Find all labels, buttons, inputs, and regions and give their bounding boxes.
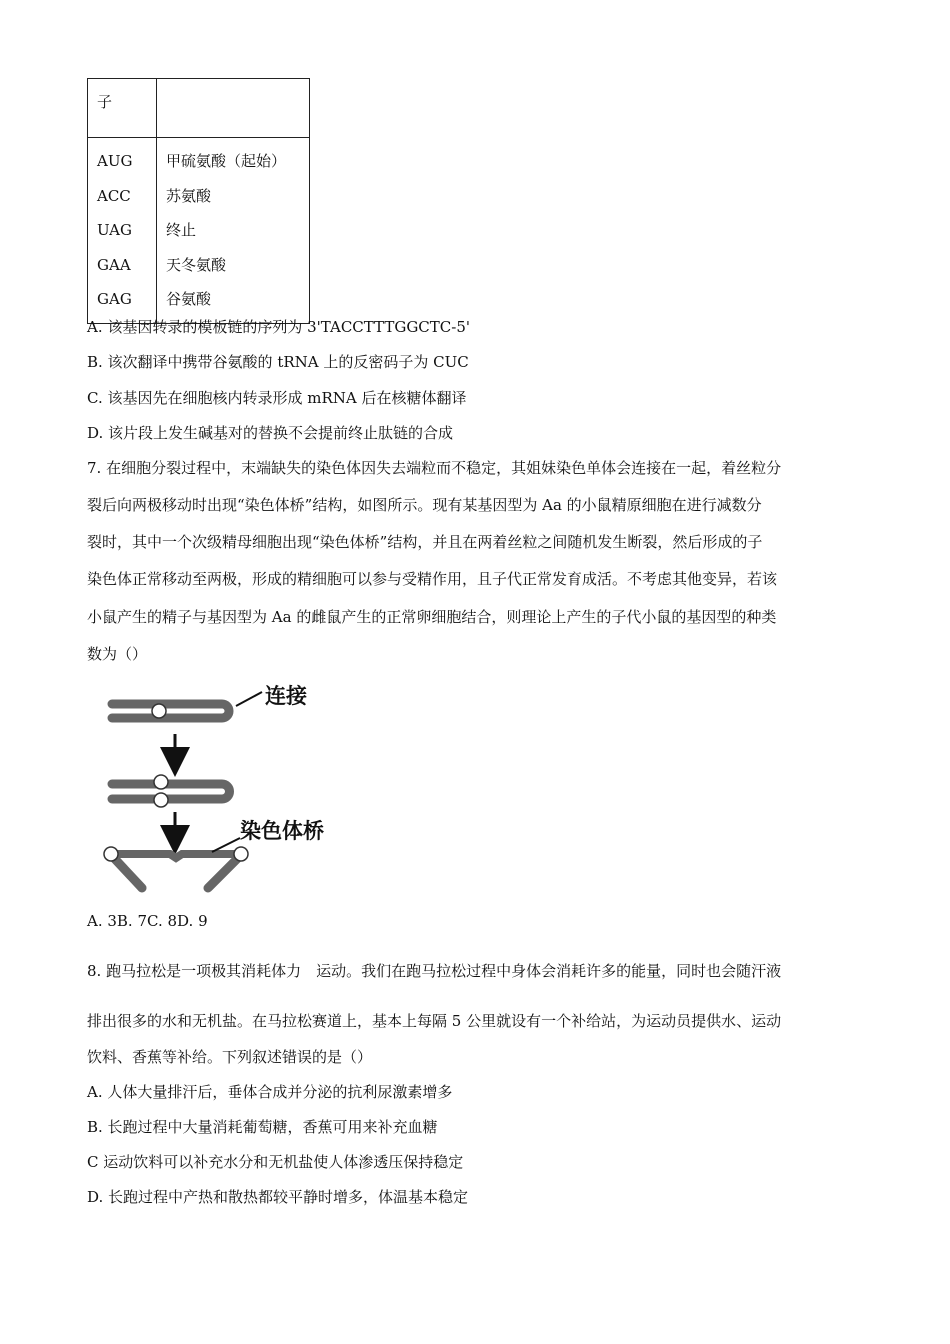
q7-text-line: 小鼠产生的精子与基因型为 Aa 的雌鼠产生的正常卵细胞结合，则理论上产生的子代小鼠的基因型的种类 [87,608,777,626]
codon-cell: GAA [97,255,131,274]
q8-option-d: D. 长跑过程中产热和散热都较平静时增多，体温基本稳定 [87,1188,469,1206]
amino-acid-cell: 甲硫氨酸（起始） [166,152,287,170]
q8-option-b: B. 长跑过程中大量消耗葡萄糖，香蕉可用来补充血糖 [87,1118,438,1136]
q8-text-line: 饮料、香蕉等补给。下列叙述错误的是（） [87,1048,373,1066]
centromere-icon [154,775,168,789]
q7-text-line: 染色体正常移动至两极，形成的精细胞可以参与受精作用，且子代正常发育成活。不考虑其他变异，若该 [87,570,778,588]
amino-acid-cell: 天冬氨酸 [166,255,227,274]
amino-acid-column [157,138,310,324]
q6-option-c: C. 该基因先在细胞核内转录形成 mRNA 后在核糖体翻译 [87,389,467,407]
q8-text-line: 8. 跑马拉松是一项极其消耗体力 运动。我们在跑马拉松过程中身体会消耗许多的能量，同时也会随汗液 [87,962,782,980]
label-leader-line [236,692,262,706]
codon-table [87,78,310,324]
stage-chromosome-bridge [104,838,248,888]
figure-label-connect: 连接 [265,684,307,708]
q7-text-line: 裂后向两极移动时出现“染色体桥”结构，如图所示。现有某基因型为 Aa 的小鼠精原细胞在进行减数分 [87,496,762,514]
amino-acid-cell: 终止 [166,221,197,240]
codon-column [88,138,157,324]
centromere-icon [152,704,166,718]
codon-cell: AUG [97,152,133,170]
chromosome-bridge-figure [100,672,360,902]
codon-cell: GAG [97,290,132,309]
centromere-icon [234,847,248,861]
figure-label-bridge: 染色体桥 [240,819,324,843]
amino-acid-cell: 谷氨酸 [166,290,212,309]
q7-text-line: 数为（） [87,645,148,663]
codon-cell: ACC [97,186,131,205]
amino-acid-cell: 苏氨酸 [166,186,212,205]
centromere-icon [154,793,168,807]
q8-text-line: 排出很多的水和无机盐。在马拉松赛道上，基本上每隔 5 公里就设有一个补给站，为运动员提供水、运动 [87,1012,782,1030]
q7-text-line: 裂时，其中一个次级精母细胞出现“染色体桥”结构，并且在两着丝粒之间随机发生断裂，然后形成的子 [87,533,763,551]
stage-two-centromeres [112,775,230,807]
q8-option-a: A. 人体大量排汗后，垂体合成并分泌的抗利尿激素增多 [87,1083,453,1101]
q6-option-b: B. 该次翻译中携带谷氨酸的 tRNA 上的反密码子为 CUC [87,353,469,371]
amino-acid-header [157,79,310,138]
codon-table-body-row [88,138,310,324]
q8-option-c: C 运动饮料可以补充水分和无机盐使人体渗透压保持稳定 [87,1153,464,1171]
codon-header: 子 [88,79,157,138]
centromere-icon [104,847,118,861]
codon-cell: UAG [97,221,132,240]
q7-text-line: 7. 在细胞分裂过程中，末端缺失的染色体因失去端粒而不稳定，其姐妹染色单体会连接在一起，着丝粒分 [87,459,782,477]
stage-connected-chromatids [112,692,262,718]
q6-option-a: A. 该基因转录的模板链的序列为 3'TACCTTTGGCTC-5' [87,318,471,336]
codon-table-header-row [88,79,310,138]
q7-options: A. 3B. 7C. 8D. 9 [87,912,208,930]
q6-option-d: D. 该片段上发生碱基对的替换不会提前终止肽链的合成 [87,424,454,442]
